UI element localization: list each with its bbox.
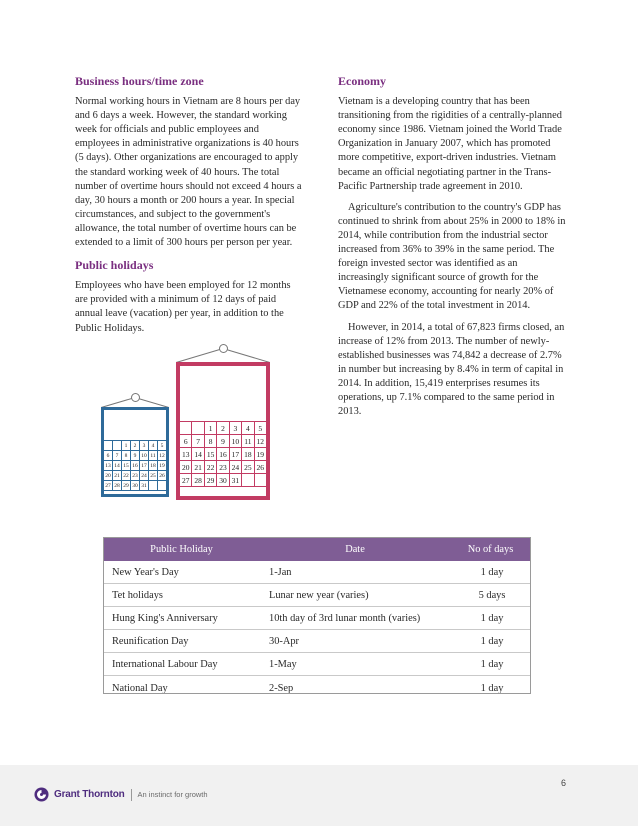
column-header-days: No of days	[450, 537, 531, 561]
calendar-day: 5	[255, 422, 266, 434]
economy-paragraph: Agriculture's contribution to the country's GDP has continued to shrink from about 25% in 2000 to 18% in 2014, while contribution from the industrial sector increased from 36% to 39% in the same period. The foreign invested sector was identified as an increasingly significant source of growth for the Vietnamese economy, accounting for nearly 20% of GDP and 22% of the total investment in 2014.	[338, 201, 566, 312]
calendar-grid	[104, 440, 166, 491]
calendar-hook	[131, 393, 140, 402]
calendar-day: 23	[219, 462, 227, 472]
table-header-row	[103, 537, 531, 561]
economy-paragraph: However, in 2014, a total of 67,823 firms closed, an increase of 12% from 2013. The number of newly-established businesses was 74,842 a decrease of 2.7% in number but increasing by 8.4% in term of capital in 2014. In addition, 15,419 enterprises resumes its operations, up 7.1% compared to the same period in 2013.	[338, 321, 565, 418]
holiday-date-cell: 2-Sep	[269, 682, 294, 694]
holiday-name-cell: Reunification Day	[103, 630, 260, 653]
table-row	[103, 630, 531, 653]
calendar-day: 12	[159, 452, 165, 459]
table-row	[103, 561, 531, 584]
calendar-day: 17	[141, 462, 147, 469]
calendar-day: 23	[132, 472, 138, 479]
brand-separator	[131, 789, 132, 801]
grant-thornton-swirl-icon	[34, 787, 49, 802]
calendar-day: 16	[132, 462, 138, 469]
calendar-string	[176, 348, 223, 363]
calendar-day: 11	[150, 452, 156, 459]
calendar-hook	[219, 344, 228, 353]
economy-heading: Economy	[338, 74, 386, 88]
calendar-day	[180, 422, 191, 434]
calendar-day: 27	[105, 482, 111, 489]
holiday-name-cell: International Labour Day	[103, 653, 260, 676]
calendar-day: 10	[231, 436, 240, 446]
calendar-day: 24	[231, 462, 240, 472]
calendar-day: 11	[242, 435, 253, 447]
calendar-day: 31	[141, 482, 147, 489]
table-row	[103, 653, 531, 676]
calendar-day: 2	[131, 441, 139, 450]
public-holidays-body: Employees who have been employed for 12 months are provided with a minimum of 12 days of paid annual leave (vacation) per year, in addition to the Public Holidays.	[75, 280, 291, 334]
economy-paragraph: Vietnam is a developing country that has been transitioning from the rigidities of a centrally-planned economy since 1986. Vietnam joined the World Trade Organization in January 2007, which has promoted more competitive, export-driven industries. Vietnam became an official negotiating partner in the Trans-Pacific Partnership trade agreement in 2010.	[338, 96, 562, 192]
calendar-day: 28	[194, 475, 202, 485]
left-column	[75, 74, 303, 343]
table-row	[103, 607, 531, 630]
calendar-day: 26	[256, 462, 265, 472]
calendar-day: 25	[244, 462, 252, 472]
holiday-days-cell: 1 day	[450, 653, 531, 676]
calendar-day: 5	[158, 441, 166, 450]
business-hours-body: Normal working hours in Vietnam are 8 hours per day and 6 days a week. However, the standard working week for officials and public employees and employees in administrative organizations is 40 hours (5 days). Other organizations are encouraged to apply the standard working week of 40 hours. The total number of overtime hours should not exceed 4 hours a day, 30 hours a month or 200 hours a year. In special circumstances, and subject to the government's allowance, the total number of overtime hours can be extended to a limit of 300 hours per person per year.	[75, 96, 302, 249]
calendar-day: 25	[150, 472, 156, 479]
calendar-day: 7	[113, 451, 121, 460]
calendar-day: 19	[159, 462, 165, 469]
calendar-day: 27	[181, 475, 190, 485]
calendar-day	[149, 481, 157, 490]
calendar-day	[192, 422, 203, 434]
calendar-day: 2	[217, 422, 228, 434]
calendar-day: 6	[180, 435, 191, 447]
calendar-day	[242, 474, 253, 486]
calendar-day: 19	[256, 449, 265, 459]
holiday-name-cell: Tet holidays	[103, 584, 260, 607]
holiday-days-cell: 1 day	[450, 561, 531, 584]
calendar-day: 9	[131, 451, 139, 460]
calendar-day: 20	[105, 472, 111, 479]
calendar-day: 4	[242, 422, 253, 434]
calendar-day: 9	[217, 435, 228, 447]
holiday-date-cell: 1-May	[260, 653, 450, 676]
column-header-holiday: Public Holiday	[103, 537, 260, 561]
page-number: 6	[560, 778, 566, 788]
footer-logo	[34, 787, 208, 802]
calendar-day: 6	[104, 451, 112, 460]
holiday-name-cell: Hung King's Anniversary	[103, 607, 260, 630]
calendar-day: 29	[123, 482, 129, 489]
public-holidays-heading: Public holidays	[75, 258, 154, 273]
holiday-days-cell: 1 day	[480, 682, 504, 694]
business-hours-heading: Business hours/time zone	[75, 74, 204, 88]
calendar-day: 22	[206, 462, 215, 472]
calendar-day: 29	[206, 475, 215, 485]
calendar-day: 18	[150, 462, 156, 469]
calendar-day: 3	[230, 422, 241, 434]
calendar-day: 1	[205, 422, 216, 434]
calendar-day: 26	[159, 472, 165, 479]
calendar-day: 31	[231, 475, 240, 485]
holiday-days-cell: 1 day	[450, 630, 531, 653]
calendar-day: 14	[194, 449, 202, 459]
calendar-red-illustration	[176, 348, 270, 500]
table-row	[103, 676, 531, 701]
calendar-day: 1	[122, 441, 130, 450]
calendar-day: 17	[231, 449, 240, 459]
calendar-day: 7	[192, 435, 203, 447]
calendar-blue-illustration	[101, 397, 169, 497]
calendar-day: 3	[140, 441, 148, 450]
holiday-days-cell: 1 day	[450, 607, 531, 630]
calendar-day: 15	[123, 462, 129, 469]
calendar-day	[104, 441, 112, 450]
calendar-day: 21	[194, 462, 202, 472]
calendar-day: 21	[114, 472, 120, 479]
calendar-day: 4	[149, 441, 157, 450]
brand-tagline: An instinct for growth	[137, 790, 208, 799]
calendar-day: 30	[132, 482, 138, 489]
holiday-name-cell: National Day	[112, 682, 168, 694]
calendar-day: 24	[141, 472, 147, 479]
calendar-day: 15	[206, 449, 215, 459]
calendar-day: 30	[219, 475, 227, 485]
column-header-date: Date	[260, 537, 450, 561]
calendar-day: 12	[256, 436, 265, 446]
table-row	[103, 584, 531, 607]
holiday-date-cell: 30-Apr	[260, 630, 450, 653]
holiday-name-cell: New Year's Day	[103, 561, 260, 584]
public-holiday-table	[103, 537, 531, 700]
calendar-day: 16	[219, 449, 227, 459]
calendar-day: 13	[105, 462, 111, 469]
calendar-grid	[180, 421, 266, 487]
calendar-day: 22	[123, 472, 129, 479]
calendar-day: 13	[181, 449, 190, 459]
calendar-day: 14	[114, 462, 120, 469]
calendar-day: 18	[244, 449, 252, 459]
holiday-days-cell: 5 days	[450, 584, 531, 607]
calendar-day	[113, 441, 121, 450]
calendar-string	[223, 348, 270, 363]
holiday-date-cell: 10th day of 3rd lunar month (varies)	[260, 607, 450, 630]
holiday-date-cell: 1-Jan	[260, 561, 450, 584]
calendar-day: 8	[205, 435, 216, 447]
holiday-date-cell: Lunar new year (varies)	[260, 584, 450, 607]
right-column	[338, 74, 566, 426]
brand-name: Grant Thornton	[54, 789, 125, 800]
calendar-day: 28	[114, 482, 120, 489]
calendar-day	[255, 474, 266, 486]
calendar-day: 8	[122, 451, 130, 460]
calendar-day: 20	[181, 462, 190, 472]
calendar-day	[158, 481, 166, 490]
calendar-day: 10	[141, 452, 147, 459]
